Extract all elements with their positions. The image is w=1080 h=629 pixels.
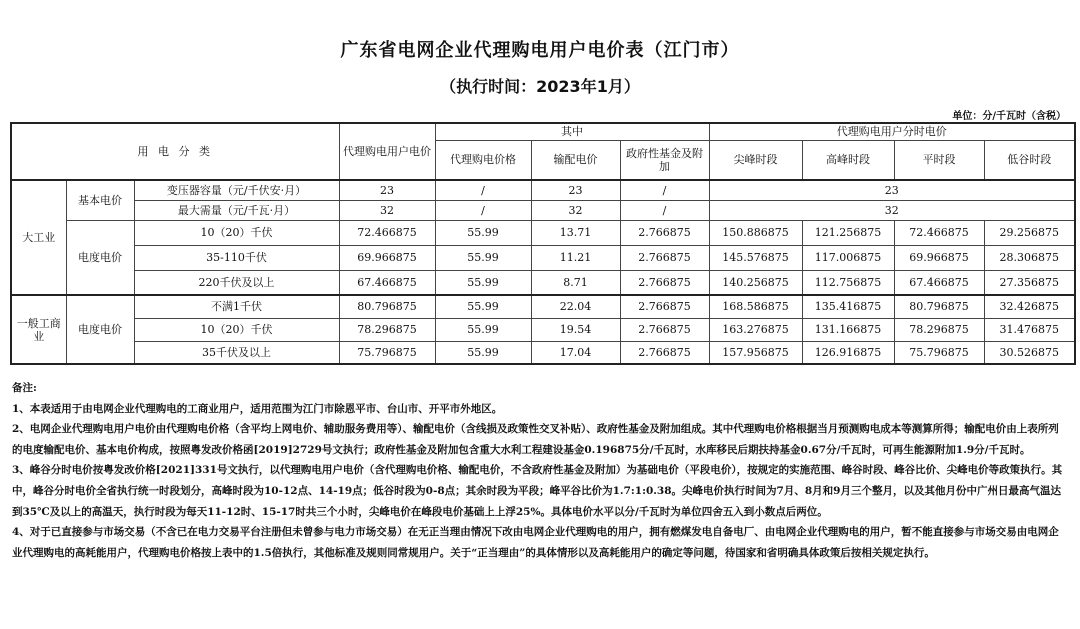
cell-fund: 2.766875 xyxy=(620,270,709,295)
row-item: 10（20）千伏 xyxy=(134,318,339,341)
table-row xyxy=(11,200,1075,220)
cell-tou-merged: 32 xyxy=(709,200,1075,220)
cell-flat: 69.966875 xyxy=(894,245,984,270)
group-energy-price: 电度电价 xyxy=(66,220,134,295)
cell-sharp: 163.276875 xyxy=(709,318,802,341)
cell-flat: 78.296875 xyxy=(894,318,984,341)
cell-fund: 2.766875 xyxy=(620,318,709,341)
cell-agent: 55.99 xyxy=(435,245,531,270)
header-transmission-price: 输配电价 xyxy=(531,140,620,180)
cell-trans: 22.04 xyxy=(531,295,620,318)
note-item: 4、对于已直接参与市场交易（不含已在电力交易平台注册但未曾参与电力市场交易）在无正当理由情况下改由电网企业代理购电的用户，拥有燃煤发电自备电厂、由电网企业代理购电的用户，暂不能直接参与市场交易由电网企业代理购电的高耗能用户，代理购电价格按上表中的1.5倍执行，其他标准及规则同常规用户。关于“正当理由”的具体情形以及高耗能用户的确定等问题，待国家和省明确具体政策后按相关规定执行。 xyxy=(12,526,1059,559)
group-general: 一般工商业 xyxy=(11,295,66,364)
cell-tou-merged: 23 xyxy=(709,180,1075,200)
cell-trans: 19.54 xyxy=(531,318,620,341)
cell-price: 78.296875 xyxy=(339,318,435,341)
cell-peak: 126.916875 xyxy=(802,341,894,364)
cell-fund: / xyxy=(620,180,709,200)
header-peak-sharp: 尖峰时段 xyxy=(709,140,802,180)
cell-valley: 31.476875 xyxy=(984,318,1075,341)
header-flat: 平时段 xyxy=(894,140,984,180)
notes-section xyxy=(12,378,1068,563)
group-large-industry: 大工业 xyxy=(11,180,66,295)
note-item: 1、本表适用于由电网企业代理购电的工商业用户，适用范围为江门市除恩平市、台山市、开平市外地区。 xyxy=(12,402,503,415)
cell-price: 32 xyxy=(339,200,435,220)
note-item: 2、电网企业代理购电用户电价由代理购电价格（含平均上网电价、辅助服务费用等）、输配电价（含线损及政策性交叉补贴）、政府性基金及附加组成。其中代理购电价格根据当月预测购电成本等测算所得；输配电价由上表所列的电度输配电价、基本电价构成，按照粤发改价格函[2019]2729号文执行；政府性基金及附加包含重大水利工程建设基金0.196875分/千瓦时，水库移民后期扶持基金0.67分/千瓦时，可再生能源附加1.9分/千瓦时。 xyxy=(12,423,1059,456)
cell-valley: 30.526875 xyxy=(984,341,1075,364)
cell-sharp: 168.586875 xyxy=(709,295,802,318)
cell-price: 75.796875 xyxy=(339,341,435,364)
cell-valley: 28.306875 xyxy=(984,245,1075,270)
table-row xyxy=(11,245,1075,270)
header-peak: 高峰时段 xyxy=(802,140,894,180)
cell-sharp: 145.576875 xyxy=(709,245,802,270)
cell-peak: 117.006875 xyxy=(802,245,894,270)
header-agent-user-price: 代理购电用户电价 xyxy=(339,123,435,180)
page-title: 广东省电网企业代理购电用户电价表（江门市） xyxy=(340,40,740,61)
table-row xyxy=(11,295,1075,318)
note-item: 3、峰谷分时电价按粤发改价格[2021]331号文执行，以代理购电用户电价（含代理购电价格、输配电价，不含政府性基金及附加）为基础电价（平段电价），按规定的实施范围、峰谷时段、峰谷比价、尖峰电价等政策执行。其中，峰谷分时电价全省执行统一时段划分，高峰时段为10-12点、14-19点；低谷时段为0-8点；其余时段为平段；峰平谷比价为1.7:1:0.38。尖峰电价执行时间为7月、8月和9月三个整月，以及其他月份中广州日最高气温达到35℃及以上的高温天，执行时段为每天11-12时、15-17时共三个小时，尖峰电价在峰段电价基础上上浮25%。具体电价水平以分/千瓦时为单位四舍五入到小数点后两位。 xyxy=(12,464,1063,518)
price-table xyxy=(10,122,1076,365)
row-item: 不满1千伏 xyxy=(134,295,339,318)
cell-flat: 67.466875 xyxy=(894,270,984,295)
cell-trans: 32 xyxy=(531,200,620,220)
cell-price: 80.796875 xyxy=(339,295,435,318)
cell-agent: / xyxy=(435,200,531,220)
cell-agent: 55.99 xyxy=(435,295,531,318)
cell-valley: 27.356875 xyxy=(984,270,1075,295)
cell-fund: 2.766875 xyxy=(620,245,709,270)
cell-trans: 8.71 xyxy=(531,270,620,295)
page-subtitle: （执行时间：2023年1月） xyxy=(440,77,640,96)
cell-agent: 55.99 xyxy=(435,318,531,341)
cell-trans: 13.71 xyxy=(531,220,620,245)
cell-peak: 112.756875 xyxy=(802,270,894,295)
cell-sharp: 150.886875 xyxy=(709,220,802,245)
table-row xyxy=(11,341,1075,364)
row-item: 10（20）千伏 xyxy=(134,220,339,245)
cell-valley: 32.426875 xyxy=(984,295,1075,318)
cell-peak: 121.256875 xyxy=(802,220,894,245)
header-row-1 xyxy=(11,123,1075,140)
header-valley: 低谷时段 xyxy=(984,140,1075,180)
cell-sharp: 140.256875 xyxy=(709,270,802,295)
group-energy-price: 电度电价 xyxy=(66,295,134,364)
notes-heading: 备注: xyxy=(12,382,37,394)
cell-fund: 2.766875 xyxy=(620,341,709,364)
row-item: 35-110千伏 xyxy=(134,245,339,270)
cell-sharp: 157.956875 xyxy=(709,341,802,364)
cell-agent: 55.99 xyxy=(435,270,531,295)
cell-trans: 11.21 xyxy=(531,245,620,270)
cell-price: 72.466875 xyxy=(339,220,435,245)
cell-price: 23 xyxy=(339,180,435,200)
header-gov-fund: 政府性基金及附加 xyxy=(620,140,709,180)
cell-valley: 29.256875 xyxy=(984,220,1075,245)
row-item: 220千伏及以上 xyxy=(134,270,339,295)
cell-flat: 72.466875 xyxy=(894,220,984,245)
cell-flat: 80.796875 xyxy=(894,295,984,318)
cell-agent: 55.99 xyxy=(435,220,531,245)
row-item: 35千伏及以上 xyxy=(134,341,339,364)
cell-fund: / xyxy=(620,200,709,220)
row-item: 变压器容量（元/千伏安·月） xyxy=(134,180,339,200)
table-row xyxy=(11,220,1075,245)
cell-trans: 17.04 xyxy=(531,341,620,364)
cell-peak: 135.416875 xyxy=(802,295,894,318)
cell-price: 67.466875 xyxy=(339,270,435,295)
cell-fund: 2.766875 xyxy=(620,295,709,318)
header-category: 用 电 分 类 xyxy=(11,123,339,180)
row-item: 最大需量（元/千瓦·月） xyxy=(134,200,339,220)
cell-agent: 55.99 xyxy=(435,341,531,364)
table-row xyxy=(11,270,1075,295)
header-agent-purchase-price: 代理购电价格 xyxy=(435,140,531,180)
cell-price: 69.966875 xyxy=(339,245,435,270)
table-row xyxy=(11,318,1075,341)
cell-peak: 131.166875 xyxy=(802,318,894,341)
header-tou-group: 代理购电用户分时电价 xyxy=(709,123,1075,140)
group-basic-price: 基本电价 xyxy=(66,180,134,220)
table-row xyxy=(11,180,1075,200)
cell-flat: 75.796875 xyxy=(894,341,984,364)
unit-label: 单位：分/千瓦时（含税） xyxy=(952,111,1066,122)
cell-fund: 2.766875 xyxy=(620,220,709,245)
header-of-which: 其中 xyxy=(435,123,709,140)
cell-trans: 23 xyxy=(531,180,620,200)
cell-agent: / xyxy=(435,180,531,200)
